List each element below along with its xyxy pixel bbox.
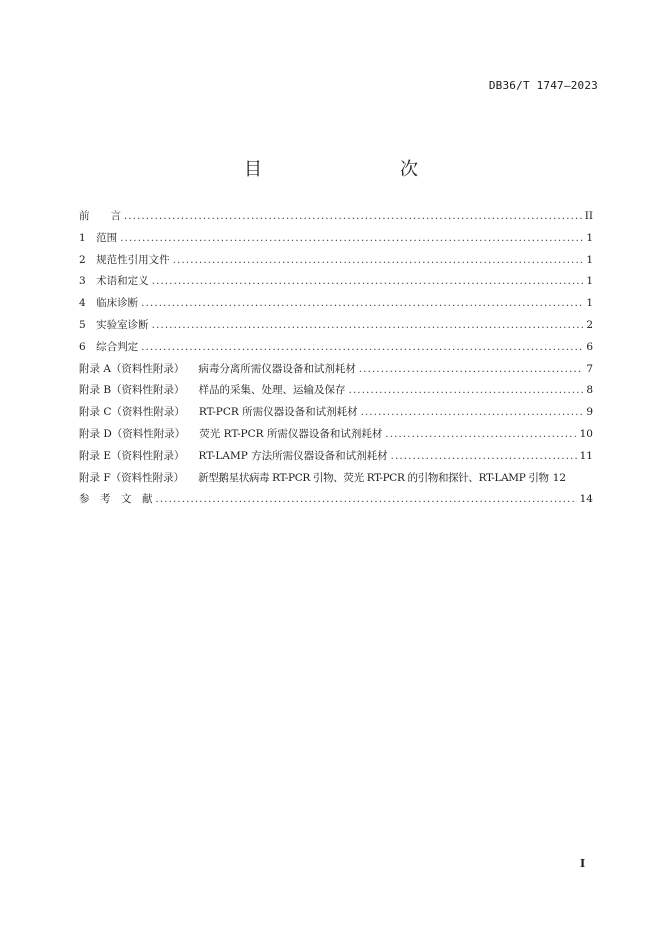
toc-label: 4 临床诊断 bbox=[79, 297, 139, 310]
page-title: 目 次 bbox=[244, 159, 452, 180]
toc-leader-dots bbox=[152, 276, 584, 287]
toc-entry-annex-d[interactable] bbox=[79, 426, 593, 448]
toc-leader-dots bbox=[349, 385, 584, 396]
table-of-contents bbox=[79, 208, 593, 513]
toc-label: 附录 F（资料性附录） bbox=[79, 471, 185, 484]
toc-label: 5 实验室诊断 bbox=[79, 318, 149, 331]
toc-page-number: 6 bbox=[586, 340, 593, 353]
toc-label: 参 考 文 献 bbox=[79, 493, 153, 506]
toc-page-number: 7 bbox=[586, 362, 593, 375]
toc-page-number: 11 bbox=[579, 449, 593, 462]
toc-page-number: 14 bbox=[579, 493, 593, 506]
toc-label: 附录 E（资料性附录） bbox=[79, 449, 185, 462]
toc-leader-dots bbox=[391, 451, 577, 462]
toc-label: 附录 C（资料性附录） bbox=[79, 406, 185, 419]
toc-leader-dots bbox=[120, 233, 583, 244]
toc-page-number: II bbox=[584, 210, 593, 222]
toc-annex-title: 荧光 RT-PCR 所需仪器设备和试剂耗材 bbox=[199, 427, 383, 440]
toc-leader-dots bbox=[141, 298, 583, 309]
toc-leader-dots bbox=[359, 364, 583, 375]
toc-page-number: 12 bbox=[552, 471, 567, 484]
toc-page-number: 1 bbox=[586, 297, 593, 310]
toc-label: 附录 B（资料性附录） bbox=[79, 384, 185, 397]
toc-entry-clinical-diagnosis[interactable] bbox=[79, 295, 593, 317]
toc-entry-comprehensive-judgment[interactable] bbox=[79, 339, 593, 361]
toc-annex-title: 样品的采集、处理、运输及保存 bbox=[198, 384, 346, 397]
toc-label: 6 综合判定 bbox=[79, 340, 139, 353]
toc-entry-foreword[interactable] bbox=[79, 208, 593, 230]
toc-leader-dots bbox=[173, 255, 584, 266]
toc-entry-lab-diagnosis[interactable] bbox=[79, 317, 593, 339]
standard-code: DB36/T 1747—2023 bbox=[488, 79, 598, 92]
toc-label: 附录 A（资料性附录） bbox=[79, 362, 185, 375]
toc-annex-title: 新型鹅星状病毒 RT-PCR 引物、荧光 RT-PCR 的引物和探针、RT-LAMP 引物 bbox=[198, 471, 549, 484]
toc-label: 1 范围 bbox=[79, 231, 118, 244]
toc-entry-terms[interactable] bbox=[79, 273, 593, 295]
toc-label: 3 术语和定义 bbox=[79, 275, 149, 288]
toc-entry-annex-f[interactable] bbox=[79, 470, 593, 492]
toc-leader-dots bbox=[361, 407, 584, 418]
toc-page-number: 8 bbox=[586, 384, 593, 397]
toc-page-number: 10 bbox=[579, 427, 593, 440]
toc-label: 前 言 bbox=[79, 210, 121, 222]
toc-page-number: 9 bbox=[586, 406, 593, 419]
page-number: I bbox=[580, 857, 586, 870]
toc-page-number: 1 bbox=[586, 253, 593, 266]
toc-entry-annex-c[interactable] bbox=[79, 404, 593, 426]
toc-label: 附录 D（资料性附录） bbox=[79, 427, 186, 440]
toc-page-number: 1 bbox=[586, 231, 593, 244]
toc-leader-dots bbox=[152, 320, 584, 331]
toc-entry-normative-references[interactable] bbox=[79, 252, 593, 274]
toc-leader-dots bbox=[156, 494, 577, 505]
toc-page-number: 2 bbox=[586, 318, 593, 331]
toc-label: 2 规范性引用文件 bbox=[79, 253, 170, 266]
toc-annex-title: RT-LAMP 方法所需仪器设备和试剂耗材 bbox=[198, 449, 388, 462]
toc-annex-title: RT-PCR 所需仪器设备和试剂耗材 bbox=[198, 406, 358, 419]
toc-page-number: 1 bbox=[586, 275, 593, 288]
toc-entry-annex-b[interactable] bbox=[79, 382, 593, 404]
toc-entry-scope[interactable] bbox=[79, 230, 593, 252]
toc-leader-dots bbox=[141, 342, 583, 353]
toc-entry-annex-e[interactable] bbox=[79, 448, 593, 470]
toc-leader-dots bbox=[124, 211, 582, 222]
toc-entry-annex-a[interactable] bbox=[79, 361, 593, 383]
toc-annex-title: 病毒分离所需仪器设备和试剂耗材 bbox=[198, 362, 356, 375]
toc-leader-dots bbox=[385, 429, 576, 440]
toc-entry-bibliography[interactable] bbox=[79, 491, 593, 513]
